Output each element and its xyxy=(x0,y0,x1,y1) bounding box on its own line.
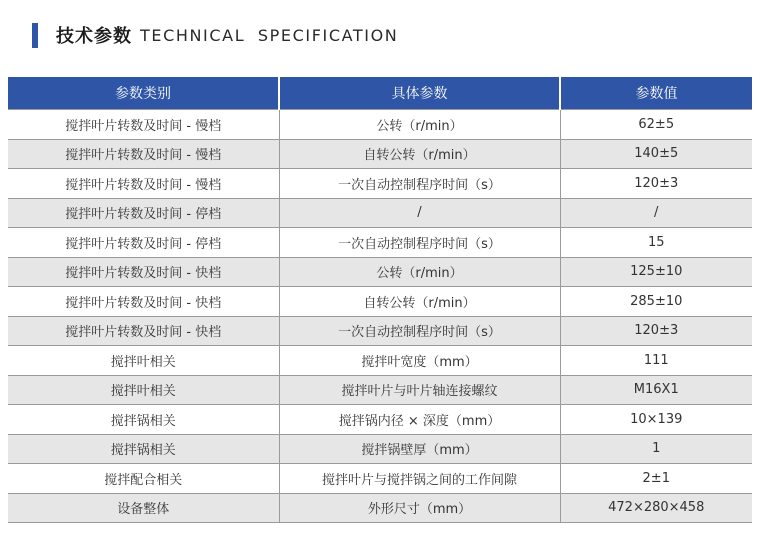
column-header-category: 参数类别 xyxy=(8,77,279,110)
cell-value: 111 xyxy=(560,346,752,376)
cell-parameter: 自转公转（r/min） xyxy=(279,287,560,317)
cell-parameter: 公转（r/min） xyxy=(279,257,560,287)
spec-table xyxy=(8,77,752,523)
cell-parameter: 搅拌叶宽度（mm） xyxy=(279,346,560,376)
cell-category: 搅拌叶片转数及时间 - 快档 xyxy=(8,287,279,317)
cell-value: 15 xyxy=(560,228,752,258)
section-header xyxy=(32,22,398,48)
cell-category: 搅拌叶相关 xyxy=(8,346,279,376)
column-header-parameter: 具体参数 xyxy=(279,77,560,110)
cell-category: 搅拌叶片转数及时间 - 快档 xyxy=(8,257,279,287)
cell-value: 140±5 xyxy=(560,139,752,169)
cell-category: 搅拌叶片转数及时间 - 停档 xyxy=(8,198,279,228)
cell-parameter: 搅拌锅壁厚（mm） xyxy=(279,434,560,464)
cell-parameter: 一次自动控制程序时间（s） xyxy=(279,316,560,346)
cell-value: 472×280×458 xyxy=(560,493,752,523)
table-row xyxy=(8,110,752,140)
cell-parameter: 自转公转（r/min） xyxy=(279,139,560,169)
table-row xyxy=(8,228,752,258)
table-row xyxy=(8,257,752,287)
cell-value: M16X1 xyxy=(560,375,752,405)
accent-bar xyxy=(32,23,38,48)
section-title-en: TECHNICAL SPECIFICATION xyxy=(140,25,399,45)
table-row xyxy=(8,375,752,405)
cell-category: 搅拌叶片转数及时间 - 快档 xyxy=(8,316,279,346)
cell-parameter: 搅拌叶片与搅拌锅之间的工作间隙 xyxy=(279,464,560,494)
column-header-value: 参数值 xyxy=(560,77,752,110)
cell-value: / xyxy=(560,198,752,228)
table-row xyxy=(8,316,752,346)
cell-category: 搅拌锅相关 xyxy=(8,405,279,435)
cell-category: 搅拌叶片转数及时间 - 停档 xyxy=(8,228,279,258)
table-row xyxy=(8,346,752,376)
cell-value: 120±3 xyxy=(560,316,752,346)
table-row xyxy=(8,464,752,494)
cell-value: 62±5 xyxy=(560,110,752,140)
cell-value: 120±3 xyxy=(560,169,752,199)
table-row xyxy=(8,434,752,464)
section-title-zh: 技术参数 xyxy=(56,26,132,47)
table-row xyxy=(8,169,752,199)
cell-parameter: 一次自动控制程序时间（s） xyxy=(279,169,560,199)
cell-category: 搅拌锅相关 xyxy=(8,434,279,464)
cell-parameter: 外形尺寸（mm） xyxy=(279,493,560,523)
cell-parameter: 公转（r/min） xyxy=(279,110,560,140)
cell-parameter: 搅拌叶片与叶片轴连接螺纹 xyxy=(279,375,560,405)
cell-category: 设备整体 xyxy=(8,493,279,523)
cell-category: 搅拌叶相关 xyxy=(8,375,279,405)
table-row xyxy=(8,493,752,523)
cell-value: 285±10 xyxy=(560,287,752,317)
cell-value: 10×139 xyxy=(560,405,752,435)
table-row xyxy=(8,139,752,169)
cell-category: 搅拌叶片转数及时间 - 慢档 xyxy=(8,169,279,199)
cell-category: 搅拌配合相关 xyxy=(8,464,279,494)
cell-category: 搅拌叶片转数及时间 - 慢档 xyxy=(8,139,279,169)
table-row xyxy=(8,198,752,228)
cell-value: 125±10 xyxy=(560,257,752,287)
cell-parameter: 搅拌锅内径 × 深度（mm） xyxy=(279,405,560,435)
table-header-row xyxy=(8,77,752,110)
cell-parameter: 一次自动控制程序时间（s） xyxy=(279,228,560,258)
cell-value: 2±1 xyxy=(560,464,752,494)
table-row xyxy=(8,405,752,435)
cell-category: 搅拌叶片转数及时间 - 慢档 xyxy=(8,110,279,140)
cell-value: 1 xyxy=(560,434,752,464)
cell-parameter: / xyxy=(279,198,560,228)
table-row xyxy=(8,287,752,317)
